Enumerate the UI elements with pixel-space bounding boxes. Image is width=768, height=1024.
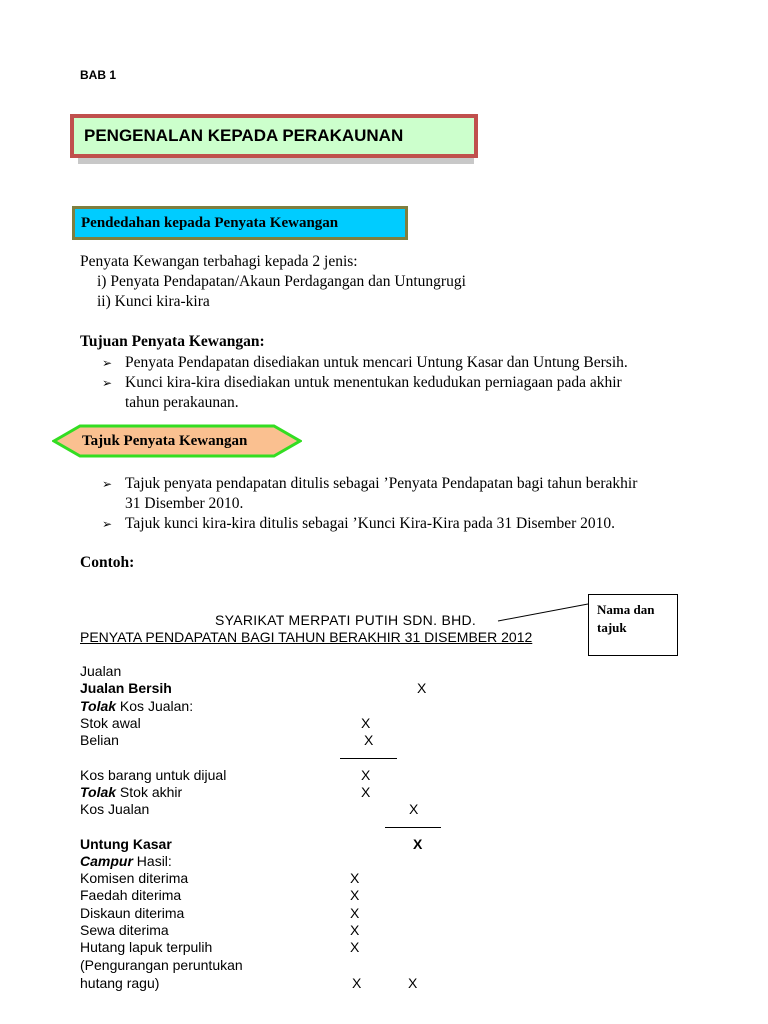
statement-row-label bbox=[80, 680, 172, 697]
bullet-item bbox=[102, 514, 742, 534]
row-label-text: Stok akhir bbox=[116, 784, 183, 800]
amount-placeholder: X bbox=[352, 975, 362, 991]
statement-row-label bbox=[80, 801, 149, 818]
statement-row-label bbox=[80, 698, 193, 715]
amount-placeholder: X bbox=[413, 836, 423, 852]
chapter-label: BAB 1 bbox=[80, 68, 117, 82]
statement-row-label bbox=[80, 887, 181, 904]
row-label-text: Diskaun diterima bbox=[80, 905, 185, 921]
bullet-continuation: 31 Disember 2010. bbox=[125, 495, 244, 512]
amount-placeholder: X bbox=[350, 870, 360, 886]
note-line: Nama dan bbox=[597, 602, 655, 617]
statement-row-label bbox=[80, 767, 226, 784]
subtotal-rule bbox=[385, 827, 441, 828]
bullet-text: Tajuk penyata pendapatan ditulis sebagai ’Penyata Pendapatan bagi tahun berakhir bbox=[125, 475, 638, 492]
row-label-text: Sewa diterima bbox=[80, 922, 169, 938]
arrow-bullet-icon: ➢ bbox=[102, 356, 113, 370]
arrow-bullet-icon: ➢ bbox=[102, 517, 113, 531]
row-label-text: Kos barang untuk dijual bbox=[80, 767, 227, 783]
callout-note-box bbox=[588, 594, 678, 656]
row-label-text: (Pengurangan peruntukan bbox=[80, 957, 243, 973]
statement-row-label bbox=[80, 957, 243, 974]
bullet-item bbox=[102, 474, 742, 494]
statement-row-label bbox=[80, 715, 141, 732]
subtotal-rule bbox=[340, 758, 397, 759]
statement-row-label bbox=[80, 663, 121, 680]
amount-placeholder: X bbox=[350, 905, 360, 921]
amount-placeholder: X bbox=[350, 887, 360, 903]
chapter-title: PENGENALAN KEPADA PERAKAUNAN bbox=[70, 114, 478, 158]
list-item: i) Penyata Pendapatan/Akaun Perdagangan dan Untungrugi bbox=[97, 273, 466, 290]
statement-row-label bbox=[80, 732, 119, 749]
contoh-heading: Contoh: bbox=[80, 554, 135, 571]
emphasis-word: Campur bbox=[80, 853, 133, 869]
statement-row-label bbox=[80, 939, 212, 956]
amount-placeholder: X bbox=[408, 975, 418, 991]
arrow-bullet-icon: ➢ bbox=[102, 376, 113, 390]
amount-placeholder: X bbox=[350, 939, 360, 955]
statement-row-label bbox=[80, 975, 159, 992]
amount-placeholder: X bbox=[361, 767, 371, 783]
note-line: tajuk bbox=[597, 620, 627, 635]
amount-placeholder: X bbox=[361, 715, 371, 731]
bullet-text: Tajuk kunci kira-kira ditulis sebagai ’Kunci Kira-Kira pada 31 Disember 2010. bbox=[125, 515, 616, 532]
statement-title: PENYATA PENDAPATAN BAGI TAHUN BERAKHIR 31 DISEMBER 2012 bbox=[80, 629, 533, 645]
list-item: ii) Kunci kira-kira bbox=[97, 293, 210, 310]
amount-placeholder: X bbox=[361, 784, 371, 800]
row-label-text: Hasil: bbox=[132, 853, 172, 869]
section-heading-pendedahan: Pendedahan kepada Penyata Kewangan bbox=[72, 206, 408, 240]
bullet-text: Penyata Pendapatan disediakan untuk mencari Untung Kasar dan Untung Bersih. bbox=[125, 354, 628, 371]
amount-placeholder: X bbox=[409, 801, 419, 817]
row-label-text: Faedah diterima bbox=[80, 887, 182, 903]
bullet-item bbox=[102, 353, 722, 373]
row-label-text: Jualan bbox=[80, 663, 122, 679]
row-label-text: Untung Kasar bbox=[80, 836, 172, 852]
row-label-text: Belian bbox=[80, 732, 119, 748]
intro-text: Penyata Kewangan terbahagi kepada 2 jenis: bbox=[80, 253, 358, 270]
statement-row-label bbox=[80, 870, 188, 887]
statement-row-label bbox=[80, 836, 172, 853]
bullet-item bbox=[102, 373, 722, 393]
arrow-bullet-icon: ➢ bbox=[102, 477, 113, 491]
bullet-continuation: tahun perakaunan. bbox=[125, 394, 239, 411]
company-name: SYARIKAT MERPATI PUTIH SDN. BHD. bbox=[215, 612, 477, 628]
row-label-text: Komisen diterima bbox=[80, 870, 189, 886]
emphasis-word: Tolak bbox=[80, 784, 117, 800]
emphasis-word: Tolak bbox=[80, 698, 117, 714]
tujuan-heading: Tujuan Penyata Kewangan: bbox=[80, 333, 265, 350]
row-label-text: Kos Jualan: bbox=[116, 698, 194, 714]
statement-row-label bbox=[80, 922, 169, 939]
row-label-text: Kos Jualan bbox=[80, 801, 150, 817]
statement-row-label bbox=[80, 853, 172, 870]
statement-row-label bbox=[80, 905, 184, 922]
row-label-text: Hutang lapuk terpulih bbox=[80, 939, 213, 955]
statement-row-label bbox=[80, 784, 182, 801]
amount-placeholder: X bbox=[417, 680, 427, 696]
tajuk-heading-text: Tajuk Penyata Kewangan bbox=[82, 433, 248, 449]
row-label-text: Stok awal bbox=[80, 715, 141, 731]
row-label-text: Jualan Bersih bbox=[80, 680, 172, 696]
amount-placeholder: X bbox=[364, 732, 374, 748]
amount-placeholder: X bbox=[350, 922, 360, 938]
bullet-text: Kunci kira-kira disediakan untuk menentukan kedudukan perniagaan pada akhir bbox=[125, 374, 622, 391]
row-label-text: hutang ragu) bbox=[80, 975, 160, 991]
section-heading-tajuk bbox=[52, 424, 302, 458]
